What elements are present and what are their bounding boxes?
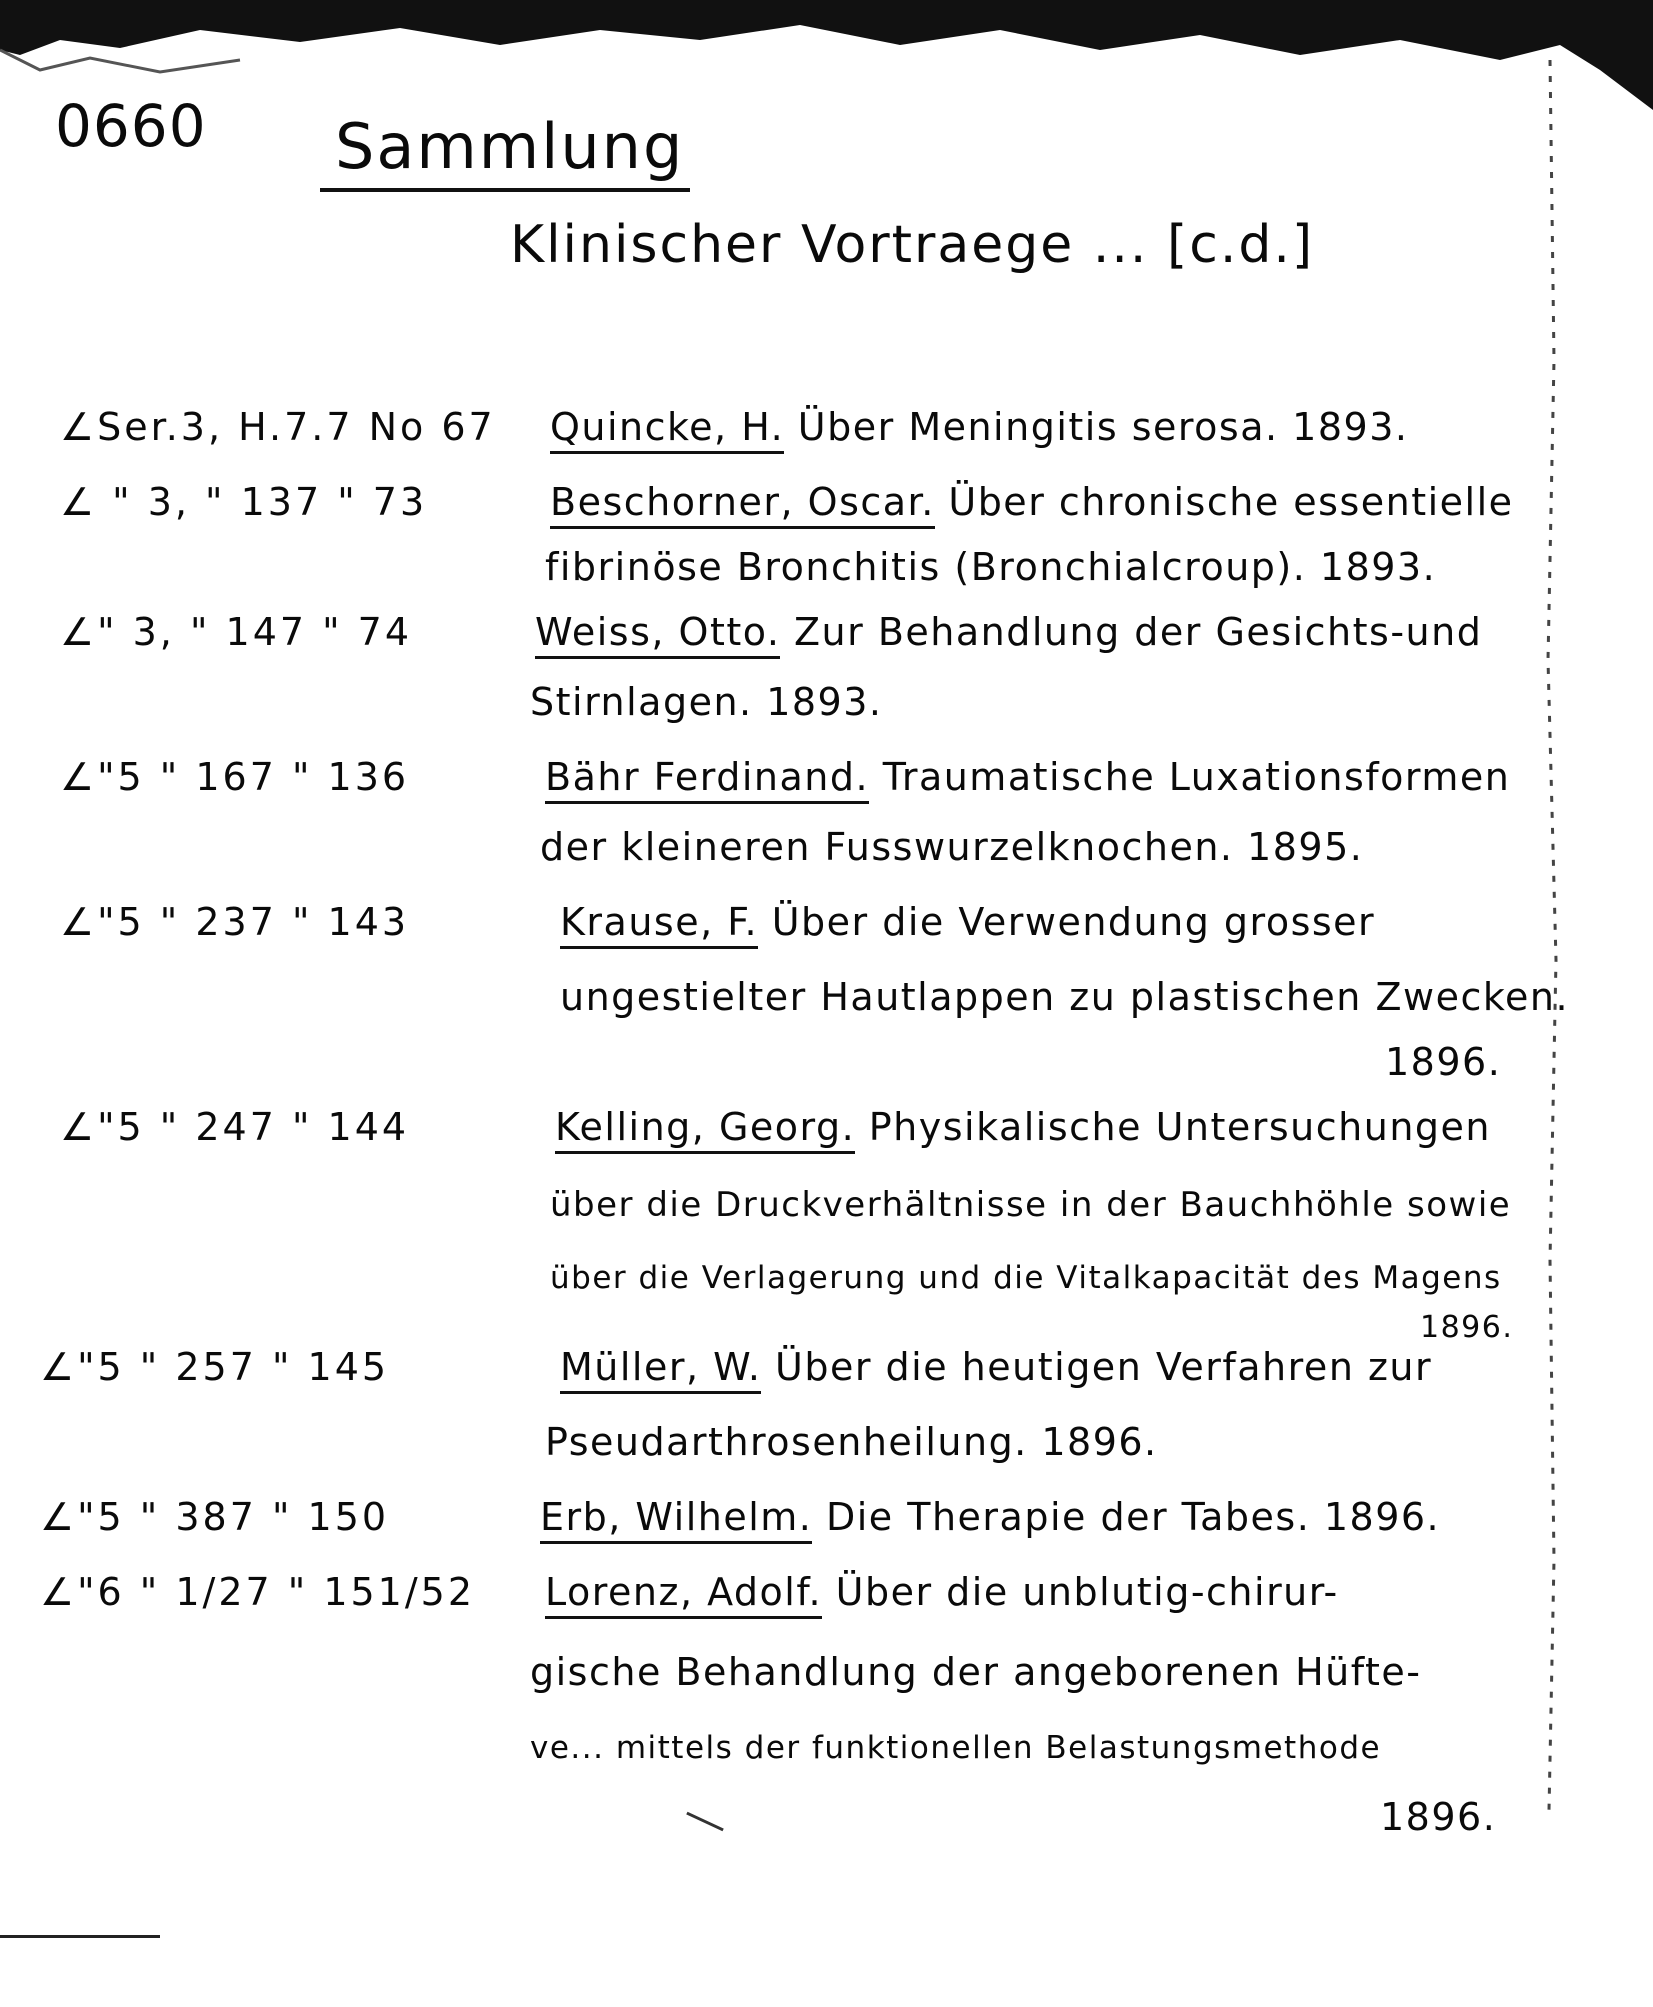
entry-text: Über Meningitis serosa. 1893. bbox=[797, 405, 1409, 449]
entry-text: Stirnlagen. 1893. bbox=[530, 680, 883, 724]
entry-text: Über die heutigen Verfahren zur bbox=[775, 1345, 1433, 1389]
entry-text: fibrinöse Bronchitis (Bronchialcroup). 1893. bbox=[545, 545, 1437, 589]
entry-text: Zur Behandlung der Gesichts-und bbox=[794, 610, 1483, 654]
entry-text: Über die Verwendung grosser bbox=[771, 900, 1376, 944]
entry-ref: ∠"5 " 387 " 150 bbox=[40, 1495, 390, 1539]
entry-line bbox=[545, 1570, 1339, 1614]
entry-ref: ∠ " 3, " 137 " 73 bbox=[60, 480, 428, 524]
entry-ref: ∠" 3, " 147 " 74 bbox=[60, 610, 413, 654]
entry-line bbox=[550, 405, 1408, 449]
entry-ref: ∠"5 " 237 " 143 bbox=[60, 900, 410, 944]
entry-text: Physikalische Untersuchungen bbox=[868, 1105, 1491, 1149]
entry-ref: ∠"6 " 1/27 " 151/52 bbox=[40, 1570, 476, 1614]
entry-year: 1896. bbox=[1420, 1310, 1514, 1345]
entry-text: der kleineren Fusswurzelknochen. 1895. bbox=[540, 825, 1364, 869]
entry-ref: ∠"5 " 167 " 136 bbox=[60, 755, 410, 799]
entry-author: Krause, F. bbox=[560, 900, 758, 949]
entry-author: Kelling, Georg. bbox=[555, 1105, 855, 1154]
entry-line bbox=[535, 610, 1482, 654]
entry-year: 1896. bbox=[1385, 1040, 1502, 1084]
entry-text: Über chronische essentielle bbox=[948, 480, 1514, 524]
card-title: Sammlung bbox=[335, 110, 685, 183]
entry-line bbox=[540, 1495, 1440, 1539]
entry-ref: ∠"5 " 257 " 145 bbox=[40, 1345, 390, 1389]
entry-text: über die Verlagerung und die Vitalkapacität des Magens bbox=[550, 1260, 1502, 1296]
title-underline bbox=[320, 188, 690, 192]
entry-author: Bähr Ferdinand. bbox=[545, 755, 869, 804]
entry-author: Weiss, Otto. bbox=[535, 610, 780, 659]
entry-ref: ∠"5 " 247 " 144 bbox=[60, 1105, 410, 1149]
entry-author: Erb, Wilhelm. bbox=[540, 1495, 812, 1544]
entry-text: ungestielter Hautlappen zu plastischen Zwecken. bbox=[560, 975, 1570, 1019]
entry-text: Über die unblutig-chirur- bbox=[835, 1570, 1339, 1614]
entry-author: Beschorner, Oscar. bbox=[550, 480, 935, 529]
entry-author: Müller, W. bbox=[560, 1345, 761, 1394]
torn-top-edge bbox=[0, 0, 1653, 110]
entry-text: ve... mittels der funktionellen Belastungsmethode bbox=[530, 1730, 1382, 1766]
entry-line bbox=[560, 900, 1375, 944]
entry-ref: ∠Ser.3, H.7.7 No 67 bbox=[60, 405, 496, 449]
entry-line bbox=[555, 1105, 1491, 1149]
entry-line bbox=[545, 755, 1510, 799]
entry-text: gische Behandlung der angeborenen Hüfte- bbox=[530, 1650, 1422, 1694]
entry-author: Lorenz, Adolf. bbox=[545, 1570, 822, 1619]
entry-year: 1896. bbox=[1380, 1795, 1497, 1839]
pen-stroke-mark bbox=[686, 1812, 724, 1832]
card-subtitle: Klinischer Vortraege ... [c.d.] bbox=[510, 215, 1315, 275]
card-number: 0660 bbox=[55, 92, 207, 160]
scan-edge-bottom bbox=[0, 1935, 160, 1938]
entry-text: über die Druckverhältnisse in der Bauchhöhle sowie bbox=[550, 1185, 1512, 1225]
scan-edge-right bbox=[1540, 60, 1570, 1810]
entry-text: Pseudarthrosenheilung. 1896. bbox=[545, 1420, 1158, 1464]
entry-author: Quincke, H. bbox=[550, 405, 784, 454]
entry-line bbox=[560, 1345, 1432, 1389]
entry-text: Traumatische Luxationsformen bbox=[882, 755, 1511, 799]
entry-line bbox=[550, 480, 1514, 524]
entry-text: Die Therapie der Tabes. 1896. bbox=[825, 1495, 1441, 1539]
